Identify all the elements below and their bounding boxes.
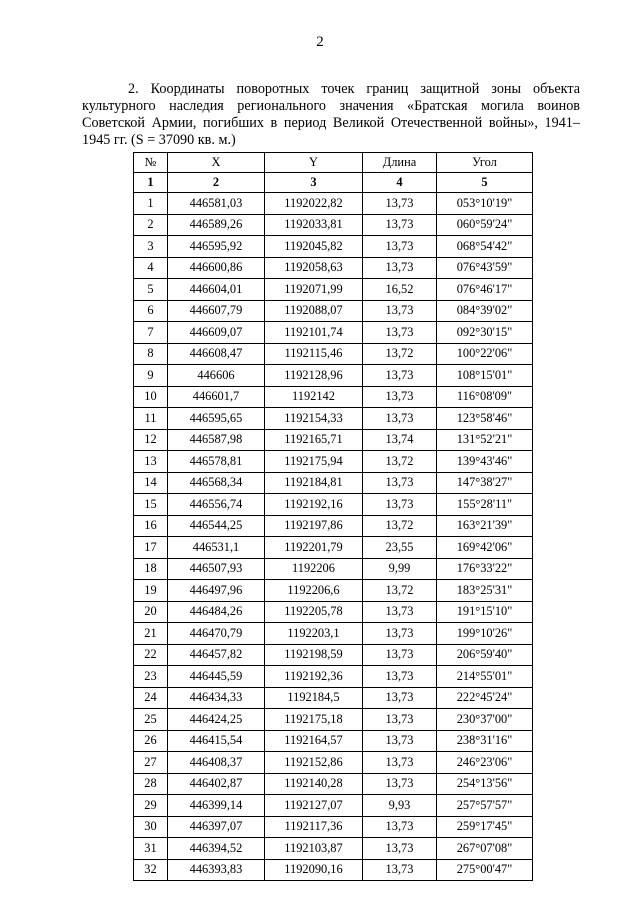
y-cell: 1192184,5	[265, 687, 363, 709]
length-cell: 13,73	[363, 730, 437, 752]
table-row	[134, 644, 533, 666]
y-cell: 1192152,86	[265, 752, 363, 774]
length-cell: 13,72	[363, 451, 437, 473]
length-cell: 13,73	[363, 214, 437, 236]
table-row	[134, 429, 533, 451]
point-number-cell: 21	[134, 623, 168, 645]
table-row	[134, 558, 533, 580]
table-row	[134, 322, 533, 344]
x-cell: 446399,14	[168, 795, 265, 817]
point-number-cell: 13	[134, 451, 168, 473]
y-cell: 1192206	[265, 558, 363, 580]
angle-cell: 147°38'27"	[437, 472, 533, 494]
length-cell: 13,74	[363, 429, 437, 451]
point-number-cell: 2	[134, 214, 168, 236]
y-cell: 1192140,28	[265, 773, 363, 795]
angle-cell: 183°25'31"	[437, 580, 533, 602]
table-row	[134, 214, 533, 236]
point-number-cell: 30	[134, 816, 168, 838]
table-row	[134, 193, 533, 215]
y-cell: 1192175,18	[265, 709, 363, 731]
column-number: 4	[363, 173, 437, 193]
x-cell: 446497,96	[168, 580, 265, 602]
angle-cell: 259°17'45"	[437, 816, 533, 838]
angle-cell: 230°37'00"	[437, 709, 533, 731]
table-row	[134, 623, 533, 645]
point-number-cell: 32	[134, 859, 168, 881]
x-cell: 446606	[168, 365, 265, 387]
length-cell: 13,73	[363, 838, 437, 860]
y-cell: 1192205,78	[265, 601, 363, 623]
y-cell: 1192033,81	[265, 214, 363, 236]
table-row	[134, 343, 533, 365]
column-number: 1	[134, 173, 168, 193]
angle-cell: 123°58'46"	[437, 408, 533, 430]
point-number-cell: 9	[134, 365, 168, 387]
table-row	[134, 515, 533, 537]
x-cell: 446604,01	[168, 279, 265, 301]
point-number-cell: 12	[134, 429, 168, 451]
length-cell: 13,73	[363, 386, 437, 408]
table-row	[134, 773, 533, 795]
angle-cell: 176°33'22"	[437, 558, 533, 580]
table-row	[134, 236, 533, 258]
y-cell: 1192090,16	[265, 859, 363, 881]
table-row	[134, 752, 533, 774]
y-cell: 1192175,94	[265, 451, 363, 473]
point-number-cell: 4	[134, 257, 168, 279]
angle-cell: 076°46'17"	[437, 279, 533, 301]
length-cell: 13,73	[363, 859, 437, 881]
length-cell: 9,99	[363, 558, 437, 580]
angle-cell: 163°21'39"	[437, 515, 533, 537]
angle-cell: 267°07'08"	[437, 838, 533, 860]
point-number-cell: 20	[134, 601, 168, 623]
angle-cell: 068°54'42"	[437, 236, 533, 258]
point-number-cell: 31	[134, 838, 168, 860]
point-number-cell: 23	[134, 666, 168, 688]
point-number-cell: 5	[134, 279, 168, 301]
length-cell: 13,72	[363, 515, 437, 537]
angle-cell: 238°31'16"	[437, 730, 533, 752]
y-cell: 1192101,74	[265, 322, 363, 344]
table-row	[134, 451, 533, 473]
y-cell: 1192192,36	[265, 666, 363, 688]
x-cell: 446607,79	[168, 300, 265, 322]
header-x: X	[168, 153, 265, 173]
table-row	[134, 279, 533, 301]
angle-cell: 060°59'24"	[437, 214, 533, 236]
y-cell: 1192058,63	[265, 257, 363, 279]
angle-cell: 092°30'15"	[437, 322, 533, 344]
x-cell: 446595,65	[168, 408, 265, 430]
table-row	[134, 687, 533, 709]
point-number-cell: 1	[134, 193, 168, 215]
x-cell: 446600,86	[168, 257, 265, 279]
length-cell: 13,73	[363, 773, 437, 795]
y-cell: 1192192,16	[265, 494, 363, 516]
x-cell: 446578,81	[168, 451, 265, 473]
angle-cell: 275°00'47"	[437, 859, 533, 881]
x-cell: 446397,07	[168, 816, 265, 838]
point-number-cell: 27	[134, 752, 168, 774]
table-row	[134, 494, 533, 516]
point-number-cell: 7	[134, 322, 168, 344]
point-number-cell: 3	[134, 236, 168, 258]
column-number-row	[134, 173, 533, 193]
point-number-cell: 10	[134, 386, 168, 408]
length-cell: 13,73	[363, 472, 437, 494]
y-cell: 1192045,82	[265, 236, 363, 258]
point-number-cell: 25	[134, 709, 168, 731]
angle-cell: 214°55'01"	[437, 666, 533, 688]
coordinates-table	[133, 152, 533, 881]
x-cell: 446484,26	[168, 601, 265, 623]
table-row	[134, 300, 533, 322]
table-row	[134, 816, 533, 838]
y-cell: 1192164,57	[265, 730, 363, 752]
y-cell: 1192022,82	[265, 193, 363, 215]
section-heading: 2. Координаты поворотных точек границ защитной зоны объекта культурного наследия регионального значения «Братская могила воинов Советской Армии, погибших в период Великой Отечественной войны», 1941–1945 гг. (S = 37090 кв. м.)	[82, 81, 580, 149]
x-cell: 446445,59	[168, 666, 265, 688]
x-cell: 446609,07	[168, 322, 265, 344]
length-cell: 13,73	[363, 365, 437, 387]
point-number-cell: 11	[134, 408, 168, 430]
angle-cell: 108°15'01"	[437, 365, 533, 387]
x-cell: 446589,26	[168, 214, 265, 236]
length-cell: 13,73	[363, 752, 437, 774]
table-row	[134, 730, 533, 752]
table-row	[134, 365, 533, 387]
x-cell: 446457,82	[168, 644, 265, 666]
y-cell: 1192197,86	[265, 515, 363, 537]
table-row	[134, 580, 533, 602]
point-number-cell: 22	[134, 644, 168, 666]
y-cell: 1192115,46	[265, 343, 363, 365]
table-row	[134, 386, 533, 408]
x-cell: 446470,79	[168, 623, 265, 645]
length-cell: 13,73	[363, 623, 437, 645]
angle-cell: 116°08'09"	[437, 386, 533, 408]
angle-cell: 053°10'19"	[437, 193, 533, 215]
header-row	[134, 153, 533, 173]
x-cell: 446415,54	[168, 730, 265, 752]
page-number: 2	[316, 34, 324, 50]
table-row	[134, 795, 533, 817]
point-number-cell: 15	[134, 494, 168, 516]
angle-cell: 076°43'59"	[437, 257, 533, 279]
x-cell: 446587,98	[168, 429, 265, 451]
y-cell: 1192088,07	[265, 300, 363, 322]
angle-cell: 222°45'24"	[437, 687, 533, 709]
x-cell: 446394,52	[168, 838, 265, 860]
x-cell: 446434,33	[168, 687, 265, 709]
length-cell: 23,55	[363, 537, 437, 559]
table-row	[134, 601, 533, 623]
y-cell: 1192203,1	[265, 623, 363, 645]
y-cell: 1192142	[265, 386, 363, 408]
header-angle: Угол	[437, 153, 533, 173]
x-cell: 446595,92	[168, 236, 265, 258]
y-cell: 1192071,99	[265, 279, 363, 301]
table-row	[134, 472, 533, 494]
y-cell: 1192184,81	[265, 472, 363, 494]
y-cell: 1192127,07	[265, 795, 363, 817]
angle-cell: 246°23'06"	[437, 752, 533, 774]
length-cell: 13,73	[363, 709, 437, 731]
table-row	[134, 537, 533, 559]
column-number: 3	[265, 173, 363, 193]
x-cell: 446608,47	[168, 343, 265, 365]
header-number: №	[134, 153, 168, 173]
x-cell: 446408,37	[168, 752, 265, 774]
x-cell: 446393,83	[168, 859, 265, 881]
table-row	[134, 408, 533, 430]
y-cell: 1192165,71	[265, 429, 363, 451]
angle-cell: 139°43'46"	[437, 451, 533, 473]
length-cell: 13,73	[363, 257, 437, 279]
angle-cell: 199°10'26"	[437, 623, 533, 645]
point-number-cell: 24	[134, 687, 168, 709]
length-cell: 13,73	[363, 601, 437, 623]
y-cell: 1192198,59	[265, 644, 363, 666]
angle-cell: 131°52'21"	[437, 429, 533, 451]
x-cell: 446531,1	[168, 537, 265, 559]
length-cell: 13,73	[363, 687, 437, 709]
length-cell: 13,73	[363, 408, 437, 430]
table-row	[134, 257, 533, 279]
table-row	[134, 666, 533, 688]
angle-cell: 100°22'06"	[437, 343, 533, 365]
point-number-cell: 16	[134, 515, 168, 537]
point-number-cell: 17	[134, 537, 168, 559]
length-cell: 13,73	[363, 494, 437, 516]
angle-cell: 169°42'06"	[437, 537, 533, 559]
length-cell: 13,73	[363, 193, 437, 215]
length-cell: 13,73	[363, 322, 437, 344]
angle-cell: 191°15'10"	[437, 601, 533, 623]
angle-cell: 254°13'56"	[437, 773, 533, 795]
point-number-cell: 19	[134, 580, 168, 602]
table-body	[134, 173, 533, 881]
y-cell: 1192154,33	[265, 408, 363, 430]
length-cell: 13,72	[363, 580, 437, 602]
y-cell: 1192206,6	[265, 580, 363, 602]
x-cell: 446581,03	[168, 193, 265, 215]
table-row	[134, 859, 533, 881]
y-cell: 1192201,79	[265, 537, 363, 559]
point-number-cell: 8	[134, 343, 168, 365]
length-cell: 13,73	[363, 666, 437, 688]
point-number-cell: 18	[134, 558, 168, 580]
table-row	[134, 838, 533, 860]
length-cell: 13,73	[363, 236, 437, 258]
x-cell: 446544,25	[168, 515, 265, 537]
length-cell: 13,72	[363, 343, 437, 365]
header-y: Y	[265, 153, 363, 173]
length-cell: 13,73	[363, 644, 437, 666]
y-cell: 1192117,36	[265, 816, 363, 838]
angle-cell: 084°39'02"	[437, 300, 533, 322]
x-cell: 446402,87	[168, 773, 265, 795]
angle-cell: 206°59'40"	[437, 644, 533, 666]
angle-cell: 257°57'57"	[437, 795, 533, 817]
y-cell: 1192128,96	[265, 365, 363, 387]
table-row	[134, 709, 533, 731]
point-number-cell: 6	[134, 300, 168, 322]
point-number-cell: 29	[134, 795, 168, 817]
point-number-cell: 28	[134, 773, 168, 795]
length-cell: 13,73	[363, 300, 437, 322]
x-cell: 446507,93	[168, 558, 265, 580]
column-number: 5	[437, 173, 533, 193]
x-cell: 446601,7	[168, 386, 265, 408]
y-cell: 1192103,87	[265, 838, 363, 860]
length-cell: 13,73	[363, 816, 437, 838]
length-cell: 9,93	[363, 795, 437, 817]
x-cell: 446568,34	[168, 472, 265, 494]
point-number-cell: 26	[134, 730, 168, 752]
x-cell: 446556,74	[168, 494, 265, 516]
length-cell: 16,52	[363, 279, 437, 301]
angle-cell: 155°28'11"	[437, 494, 533, 516]
table-header	[134, 153, 533, 173]
column-number: 2	[168, 173, 265, 193]
header-length: Длина	[363, 153, 437, 173]
point-number-cell: 14	[134, 472, 168, 494]
x-cell: 446424,25	[168, 709, 265, 731]
